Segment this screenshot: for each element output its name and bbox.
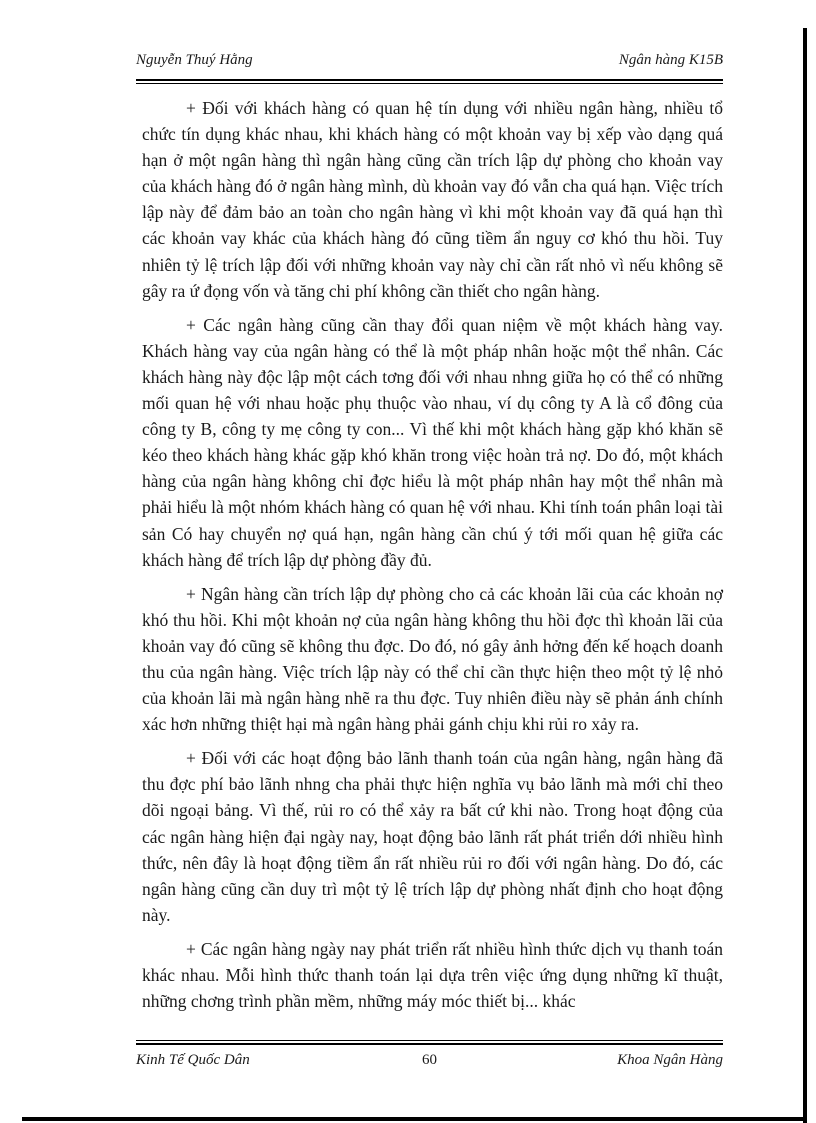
paragraph: + Các ngân hàng cũng cần thay đổi quan niệm về một khách hàng vay. Khách hàng vay của ngân hàng có thể là một pháp nhân hoặc một thể nhân. Các khách hàng này độc lập một cách tơng đối với nhau nhng giữa họ có thể có những mối quan hệ với nhau hoặc phụ thuộc vào nhau, ví dụ công ty A là cổ đông của công ty B, công ty mẹ công ty con... Vì thế khi một khách hàng gặp khó khăn sẽ kéo theo khách hàng khác gặp khó khăn trong việc hoàn trả nợ. Do đó, một khách hàng của ngân hàng không chỉ đợc hiểu là một pháp nhân hay một thể nhân mà phải hiểu là một nhóm khách hàng có quan hệ với nhau. Khi tính toán phân loại tài sản Có hay chuyển nợ quá hạn, ngân hàng cần chú ý tới mối quan hệ giữa các khách hàng để trích lập dự phòng đầy đủ. <box>142 314 723 570</box>
paragraph: + Các ngân hàng ngày nay phát triển rất nhiều hình thức dịch vụ thanh toán khác nhau. Mỗi hình thức thanh toán lại dựa trên việc ứng dụng những kĩ thuật, những chơng trình phần mềm, những máy móc thiết bị... khác <box>142 938 723 1012</box>
header-rule-thick <box>136 79 723 81</box>
header-author: Nguyễn Thuý Hằng <box>136 52 253 68</box>
header-rule-thin <box>136 83 723 84</box>
paragraph: + Ngân hàng cần trích lập dự phòng cho cả các khoản lãi của các khoản nợ khó thu hồi. Khi một khoản nợ của ngân hàng không thu hồi đợc thì khoản lãi của khoản vay đó cũng sẽ không thu đợc. Do đó, nó gây ảnh hởng đến kế hoạch doanh thu của ngân hàng. Việc trích lập này có thể chỉ cần thực hiện theo một tỷ lệ nhỏ của khoản lãi mà ngân hàng nhẽ ra thu đợc. Tuy nhiên điều này sẽ phản ánh chính xác hơn những thiệt hại mà ngân hàng phải gánh chịu khi rủi ro xảy ra. <box>142 583 723 735</box>
page-number: 60 <box>422 1052 437 1068</box>
footer-rule-thin <box>136 1040 723 1041</box>
footer-school: Kinh Tế Quốc Dân <box>136 1052 250 1068</box>
footer-rule-thick <box>136 1043 723 1045</box>
header-class: Ngân hàng K15B <box>618 52 723 68</box>
paragraph: + Đối với khách hàng có quan hệ tín dụng với nhiều ngân hàng, nhiều tổ chức tín dụng khác nhau, khi khách hàng có một khoản vay bị xếp vào dạng quá hạn ở một ngân hàng thì ngân hàng cũng cần trích lập dự phòng cho khoản vay của khách hàng đó ở ngân hàng mình, dù khoản vay đó vẫn cha quá hạn. Việc trích lập này để đảm bảo an toàn cho ngân hàng vì khi một khoản vay đã quá hạn thì các khoản vay khác của khách hàng đó cũng tiềm ẩn nguy cơ khó thu hồi. Tuy nhiên tỷ lệ trích lập đối với những khoản vay này chỉ cần rất nhỏ vì nếu không sẽ gây ra ứ đọng vốn và tăng chi phí không cần thiết cho ngân hàng. <box>142 98 723 301</box>
footer-faculty: Khoa Ngân Hàng <box>617 1052 723 1068</box>
body-text <box>142 95 723 1022</box>
page-shadow-right <box>803 28 807 1123</box>
page-shadow-bottom <box>22 1117 807 1121</box>
page-header <box>136 46 723 76</box>
paragraph: + Đối với các hoạt động bảo lãnh thanh toán của ngân hàng, ngân hàng đã thu đợc phí bảo lãnh nhng cha phải thực hiện nghĩa vụ bảo lãnh mà mới chỉ theo dõi ngoại bảng. Vì thế, rủi ro có thể xảy ra bất cứ khi nào. Trong hoạt động của các ngân hàng hiện đại ngày nay, hoạt động bảo lãnh rất phát triển dới nhiều hình thức, nên đây là hoạt động tiềm ẩn rất nhiều rủi ro đối với ngân hàng. Do đó, các ngân hàng cũng cần duy trì một tỷ lệ trích lập dự phòng nhất định cho hoạt động này. <box>142 748 723 925</box>
page-footer <box>136 1052 723 1078</box>
